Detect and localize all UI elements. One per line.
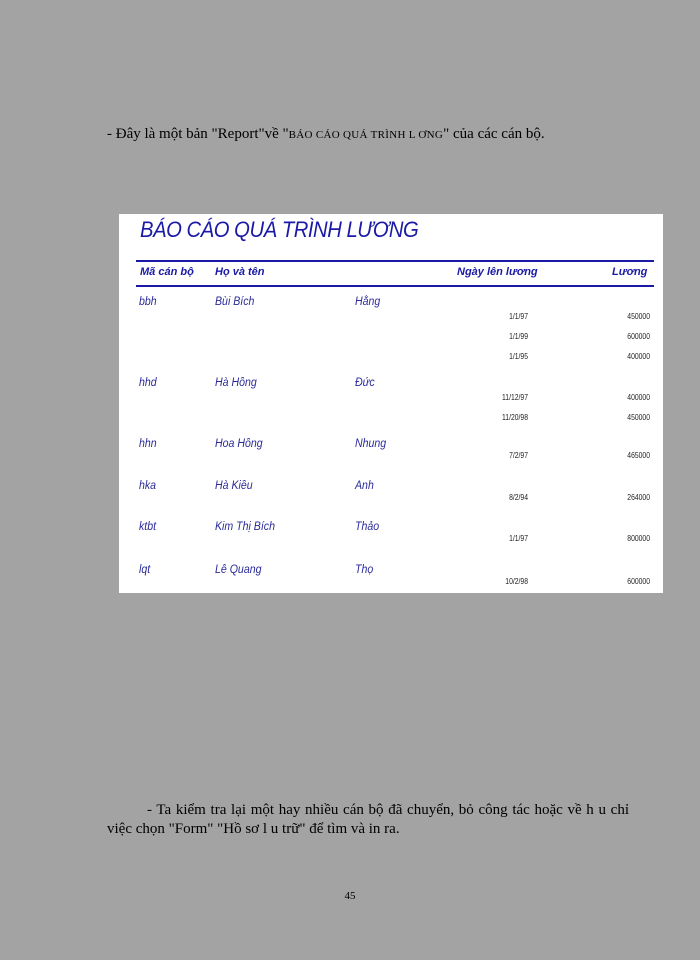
salary-date: 11/20/98 xyxy=(502,413,528,422)
staff-given-name: Thảo xyxy=(355,521,380,533)
staff-given-name: Thọ xyxy=(355,564,374,576)
staff-given-name: Đức xyxy=(355,377,375,389)
header-top-rule xyxy=(136,260,654,262)
page-number: 45 xyxy=(344,890,356,902)
staff-code: bbh xyxy=(139,296,157,308)
staff-code: ktbt xyxy=(139,521,157,533)
staff-code: lqt xyxy=(139,564,151,576)
salary-amount: 800000 xyxy=(627,534,650,543)
intro-report-name: BÁO CÁO QUÁ TRÌNH L ƠNG xyxy=(288,129,444,141)
staff-given-name: Nhung xyxy=(355,438,387,450)
salary-date: 1/1/97 xyxy=(509,312,528,321)
intro-text-after: " của các cán bộ. xyxy=(443,126,545,142)
salary-amount: 400000 xyxy=(627,393,650,402)
salary-date: 7/2/97 xyxy=(509,451,528,460)
salary-date: 1/1/99 xyxy=(509,332,528,341)
column-header-code: Mã cán bộ xyxy=(140,266,194,278)
salary-amount: 465000 xyxy=(627,451,650,460)
salary-report xyxy=(119,214,663,593)
closing-paragraph: - Ta kiểm tra lại một hay nhiều cán bộ đã chuyển, bỏ công tác hoặc về h u chỉ việc chọn "Form" "Hồ sơ l u trữ" để tìm và in ra. xyxy=(107,802,629,837)
column-header-salary: Lương xyxy=(612,266,648,278)
salary-date: 1/1/95 xyxy=(509,352,528,361)
intro-paragraph xyxy=(107,125,629,145)
staff-surname: Kim Thị Bích xyxy=(215,521,275,533)
staff-surname: Lê Quang xyxy=(215,564,262,576)
staff-code: hhn xyxy=(139,438,157,450)
salary-date: 11/12/97 xyxy=(502,393,528,402)
column-header-fullname: Họ và tên xyxy=(215,266,265,278)
staff-surname: Hà Kiều xyxy=(215,480,253,492)
staff-surname: Hà Hồng xyxy=(215,377,257,389)
salary-date: 10/2/98 xyxy=(505,577,528,586)
staff-given-name: Hằng xyxy=(355,296,381,308)
salary-amount: 264000 xyxy=(627,493,650,502)
salary-amount: 400000 xyxy=(627,352,650,361)
staff-surname: Bùi Bích xyxy=(215,296,255,308)
intro-text-before: - Đây là một bản "Report"về " xyxy=(107,126,289,142)
staff-code: hka xyxy=(139,480,157,492)
staff-surname: Hoa Hồng xyxy=(215,438,263,450)
header-bottom-rule xyxy=(136,285,654,287)
salary-date: 1/1/97 xyxy=(509,534,528,543)
staff-given-name: Anh xyxy=(355,480,374,492)
salary-amount: 450000 xyxy=(627,413,650,422)
salary-amount: 450000 xyxy=(627,312,650,321)
salary-amount: 600000 xyxy=(627,577,650,586)
salary-amount: 600000 xyxy=(627,332,650,341)
salary-date: 8/2/94 xyxy=(509,493,528,502)
column-header-date: Ngày lên lương xyxy=(457,266,538,278)
report-title: BÁO CÁO QUÁ TRÌNH LƯƠNG xyxy=(140,217,419,242)
staff-code: hhd xyxy=(139,377,157,389)
